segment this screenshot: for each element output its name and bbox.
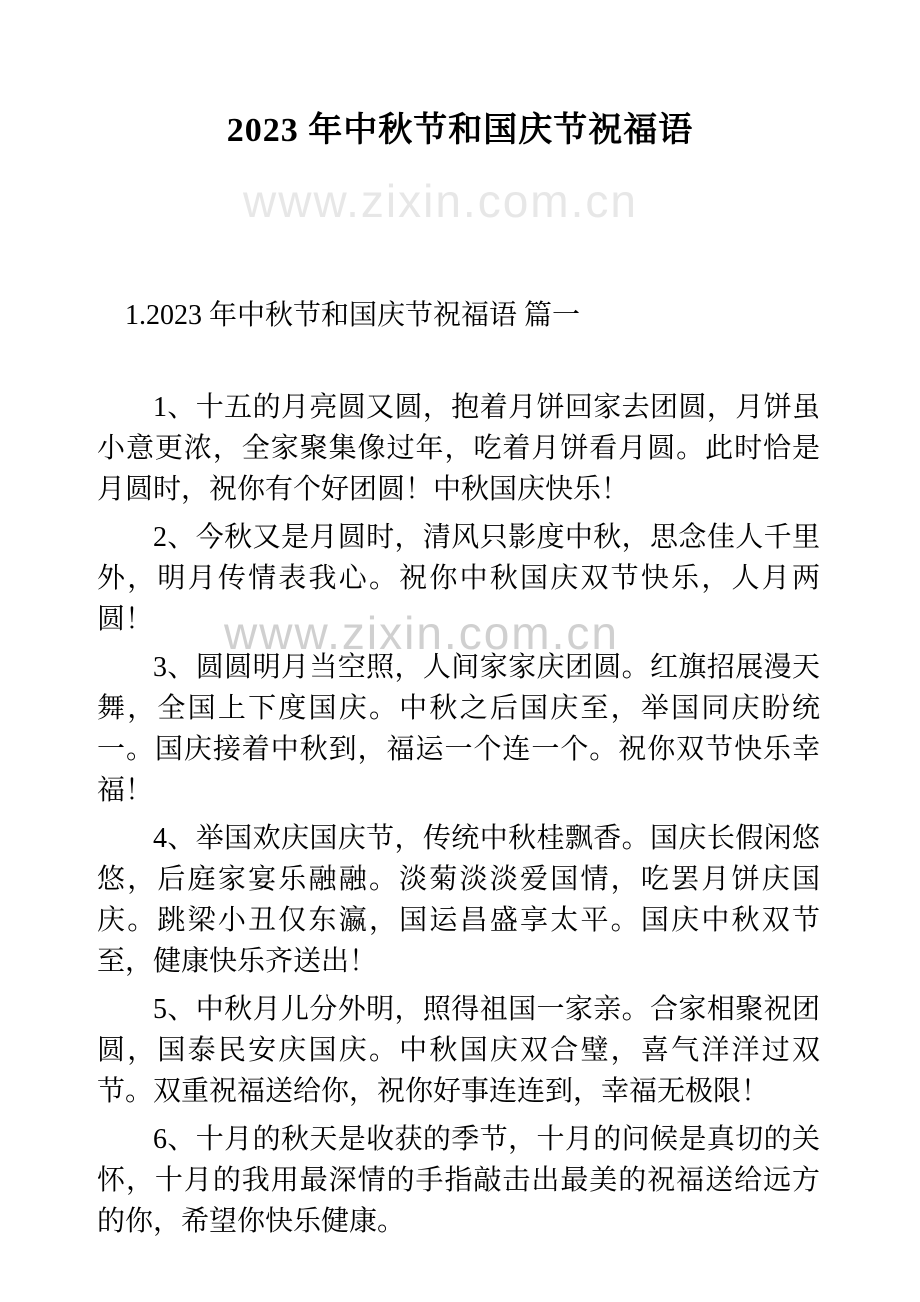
document-title: 2023 年中秋节和国庆节祝福语 (226, 112, 694, 149)
body-text (97, 387, 820, 1242)
paragraph: 1、十五的月亮圆又圆，抱着月饼回家去团圆，月饼虽小意更浓，全家聚集像过年，吃着月饼看月圆。此时恰是月圆时，祝你有个好团圆！中秋国庆快乐！ (97, 392, 820, 505)
paragraph: 4、举国欢庆国庆节，传统中秋桂飘香。国庆长假闲悠悠，后庭家宴乐融融。淡菊淡淡爱国情，吃罢月饼庆国庆。跳梁小丑仅东瀛，国运昌盛享太平。国庆中秋双节至，健康快乐齐送出！ (97, 823, 820, 977)
watermark-text: www.zixin.com.cn (224, 607, 619, 659)
section-heading: 1.2023 年中秋节和国庆节祝福语 篇一 (125, 300, 581, 331)
paragraph: 3、圆圆明月当空照，人间家家庆团圆。红旗招展漫天舞，全国上下度国庆。中秋之后国庆至，举国同庆盼统一。国庆接着中秋到，福运一个连一个。祝你双节快乐幸福！ (97, 652, 820, 806)
paragraph: 6、十月的秋天是收获的季节，十月的问候是真切的关怀，十月的我用最深情的手指敲击出最美的祝福送给远方的你，希望你快乐健康。 (97, 1124, 820, 1237)
watermark-text: www.zixin.com.cn (243, 175, 638, 227)
paragraph: 5、中秋月儿分外明，照得祖国一家亲。合家相聚祝团圆，国泰民安庆国庆。中秋国庆双合璧，喜气洋洋过双节。双重祝福送给你，祝你好事连连到，幸福无极限！ (97, 994, 820, 1107)
paragraph: 2、今秋又是月圆时，清风只影度中秋，思念佳人千里外，明月传情表我心。祝你中秋国庆双节快乐，人月两圆！ (97, 522, 820, 635)
